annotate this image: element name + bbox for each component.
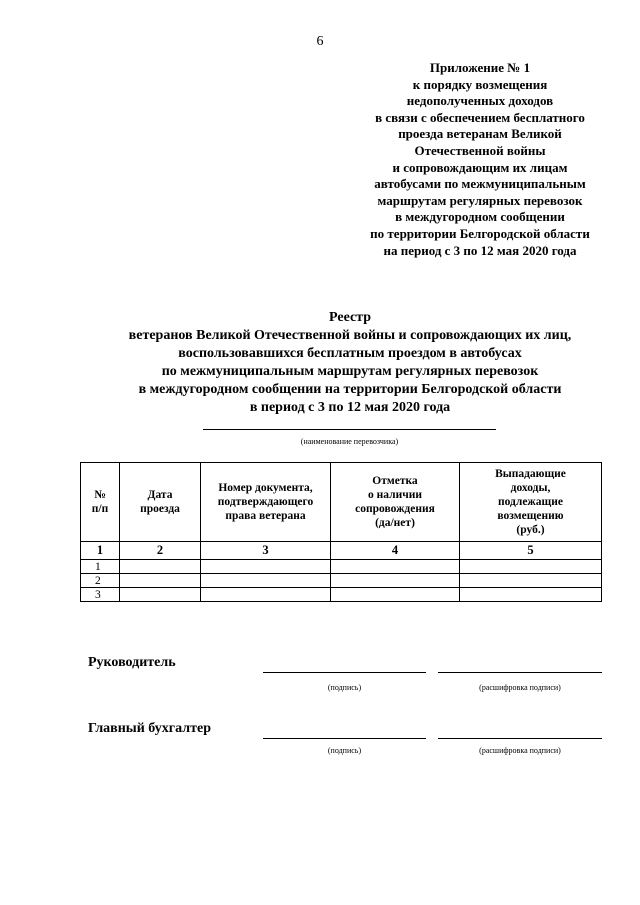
appendix-line: в связи с обеспечением бесплатного [375, 109, 585, 125]
column-number: 3 [201, 542, 331, 560]
table-cell [460, 588, 602, 602]
carrier-name-caption: (наименование перевозчика) [300, 437, 399, 446]
register-title [60, 309, 640, 417]
title-line: по межмуниципальным маршрутам регулярных перевозок [161, 364, 539, 379]
table-row [81, 560, 602, 574]
header-cell-income: Выпадающие доходы, подлежащие возмещению (руб.) [460, 463, 602, 542]
title-line: ветеранов Великой Отечественной войны и сопровождающих их лиц, [128, 328, 572, 343]
accountant-decoding-caption: (расшифровка подписи) [479, 746, 561, 755]
head-signature-caption: (подпись) [327, 683, 362, 692]
appendix-line: автобусами по межмуниципальным [374, 176, 586, 192]
head-decoding-line [438, 672, 602, 673]
column-number: 4 [331, 542, 460, 560]
appendix-header [342, 60, 618, 259]
appendix-line: недополученных доходов [406, 93, 554, 109]
title-line: воспользовавшихся бесплатным проездом в автобусах [178, 346, 522, 361]
row-index: 1 [81, 560, 120, 574]
table-cell [331, 560, 460, 574]
title-line: Реестр [328, 310, 371, 325]
head-decoding-caption: (расшифровка подписи) [479, 683, 561, 692]
accountant-decoding-line [438, 738, 602, 739]
table-row [81, 574, 602, 588]
header-cell-number: № п/п [81, 463, 120, 542]
appendix-line: на период с 3 по 12 мая 2020 года [383, 242, 577, 258]
table-cell [120, 574, 201, 588]
table-header-row [81, 463, 602, 542]
table-cell [201, 574, 331, 588]
table-cell [120, 560, 201, 574]
appendix-line: в междугородном сообщении [395, 209, 565, 225]
column-number-row [81, 542, 602, 560]
accountant-signature-caption: (подпись) [327, 746, 362, 755]
appendix-line: маршрутам регулярных перевозок [377, 192, 583, 208]
row-index: 2 [81, 574, 120, 588]
table-cell [201, 588, 331, 602]
row-index: 3 [81, 588, 120, 602]
appendix-line: Приложение № 1 [429, 60, 531, 75]
appendix-line: Отечественной войны [414, 142, 546, 158]
header-cell-document: Номер документа, подтверждающего права ветерана [201, 463, 331, 542]
appendix-line: проезда ветеранам Великой [398, 126, 562, 142]
column-number: 5 [460, 542, 602, 560]
column-number: 2 [120, 542, 201, 560]
title-line: в период с 3 по 12 мая 2020 года [249, 400, 451, 415]
table-cell [460, 574, 602, 588]
accountant-signature-label: Главный бухгалтер [88, 721, 211, 736]
register-table [80, 462, 602, 602]
table-cell [331, 574, 460, 588]
head-signature-line [263, 672, 426, 673]
accountant-signature-line [263, 738, 426, 739]
page-number: 6 [316, 34, 324, 49]
table-cell [120, 588, 201, 602]
appendix-line: по территории Белгородской области [370, 225, 590, 241]
table-cell [331, 588, 460, 602]
table-cell [460, 560, 602, 574]
header-cell-date: Дата проезда [120, 463, 201, 542]
head-signature-label: Руководитель [88, 655, 176, 670]
title-line: в междугородном сообщении на территории Белгородской области [138, 382, 562, 397]
appendix-line: к порядку возмещения [412, 76, 548, 92]
carrier-name-line [203, 429, 496, 430]
table-row [81, 588, 602, 602]
appendix-line: и сопровождающим их лицам [392, 159, 568, 175]
header-cell-escort: Отметка о наличии сопровождения (да/нет) [331, 463, 460, 542]
column-number: 1 [81, 542, 120, 560]
table-cell [201, 560, 331, 574]
